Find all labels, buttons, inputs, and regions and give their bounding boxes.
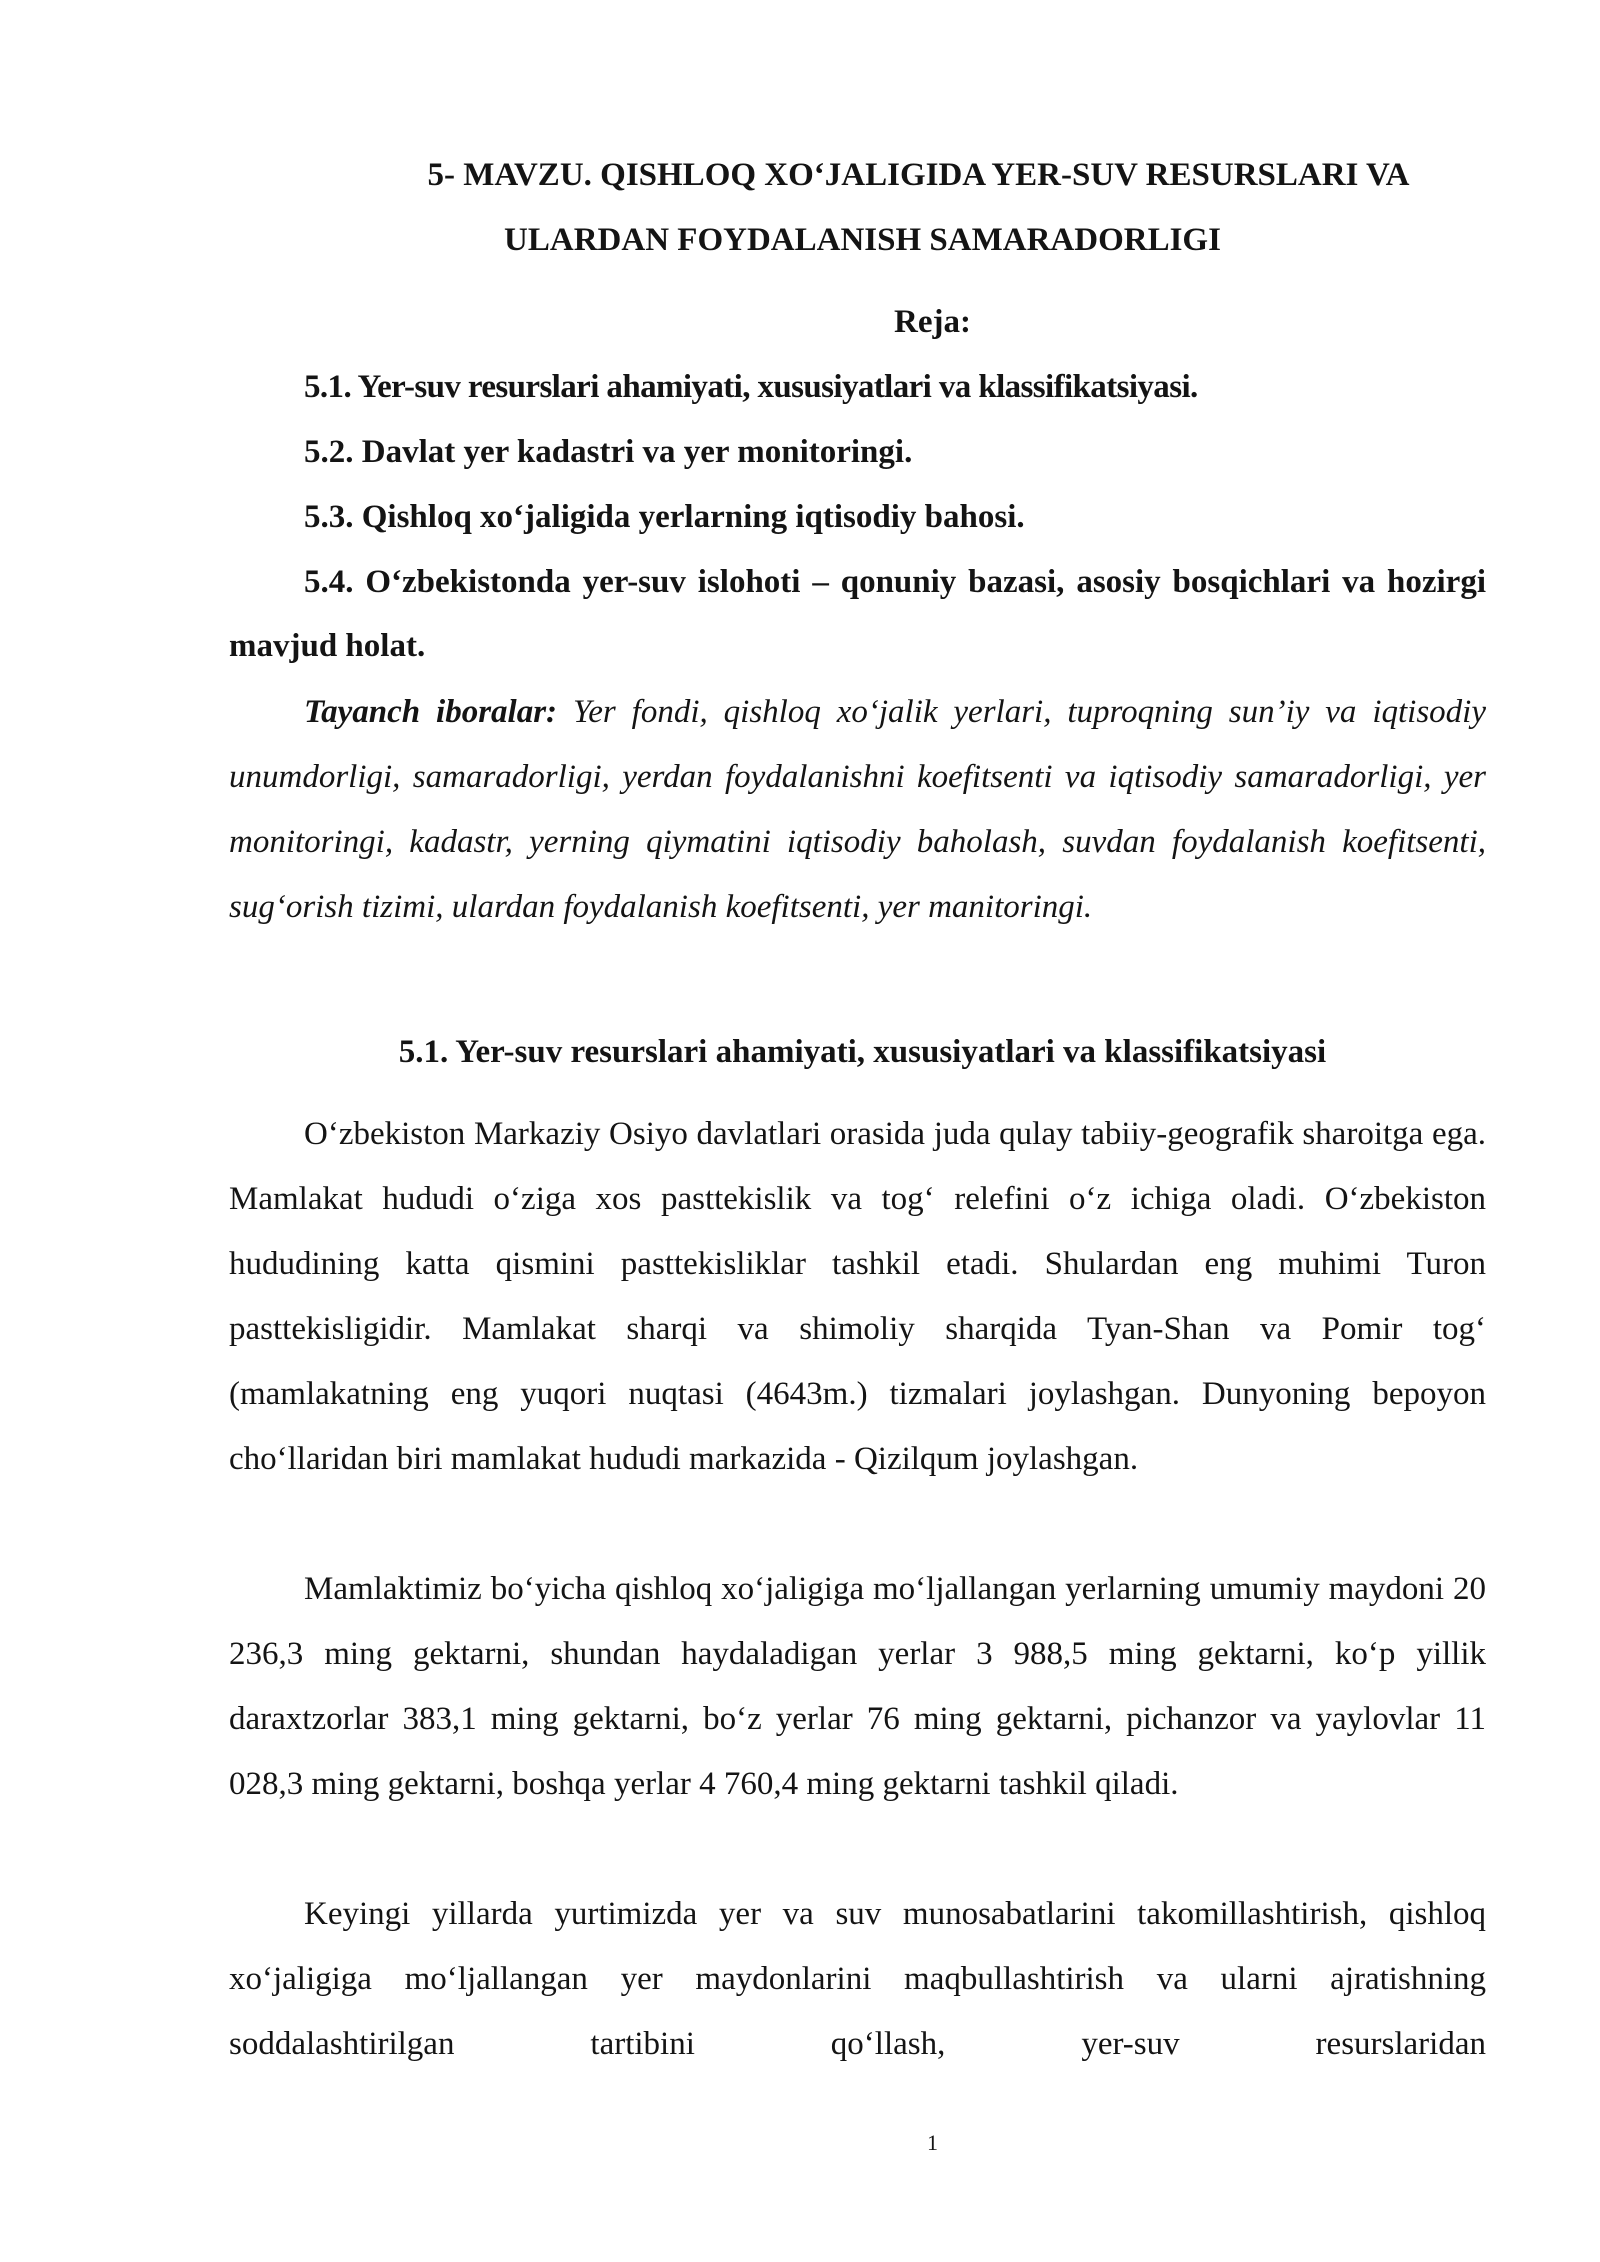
page-number: 1 xyxy=(927,2130,938,2155)
keywords-text: Yer fondi, qishloq xo‘jalik yerlari, tuproqning sun’iy va iqtisodiy unumdorligi, samaradorligi, yerdan foydalanishni koefitsenti va iqtisodiy samaradorligi, yer monitoringi, kadastr, yerning qiymatini iqtisodiy baholash, suvdan foydalanish koefitsenti, sug‘orish tizimi, ulardan foydalanish koefitsenti, yer manitoringi. xyxy=(229,694,1486,925)
paragraph-3: Keyingi yillarda yurtimizda yer va suv munosabatlarini takomillashtirish, qishloq xo‘jaligiga mo‘ljallangan yer maydonlarini maqbullashtirish va ularni ajratishning soddalashtirilgan tartibini qo‘llash, yer-suv resurslaridan xyxy=(229,1896,1486,2062)
paragraph-2: Mamlaktimiz bo‘yicha qishloq xo‘jaligiga mo‘ljallangan yerlarning umumiy maydoni 20 236,3 ming gektarni, shundan haydaladigan yerlar 3 988,5 ming gektarni, ko‘p yillik daraxtzorlar 383,1 ming gektarni, bo‘z yerlar 76 ming gektarni, pichanzor va yaylovlar 11 028,3 ming gektarni, boshqa yerlar 4 760,4 ming gektarni tashkil qiladi. xyxy=(229,1571,1486,1802)
plan-item-3: 5.3. Qishloq xo‘jaligida yerlarning iqtisodiy bahosi. xyxy=(304,499,1025,535)
plan-item-1: 5.1. Yer-suv resurslari ahamiyati, xususiyatlari va klassifikatsiyasi. xyxy=(304,369,1198,405)
document-title-line-1: 5- MAVZU. QISHLOQ XO‘JALIGIDA YER-SUV RESURSLARI VA xyxy=(427,157,1410,193)
plan-item-2: 5.2. Davlat yer kadastri va yer monitoringi. xyxy=(304,434,913,470)
keywords-label: Tayanch iboralar: xyxy=(304,694,558,730)
section-title: 5.1. Yer-suv resurslari ahamiyati, xususiyatlari va klassifikatsiyasi xyxy=(398,1034,1327,1070)
document-title-line-2: ULARDAN FOYDALANISH SAMARADORLIGI xyxy=(504,222,1221,258)
keywords-paragraph xyxy=(229,680,1486,940)
paragraph-1: O‘zbekiston Markaziy Osiyo davlatlari orasida juda qulay tabiiy-geografik sharoitga ega. Mamlakat hududi o‘ziga xos pasttekislik va tog‘ relefini o‘z ichiga oladi. O‘zbekiston hududining katta qismini pasttekisliklar tashkil etadi. Shulardan eng muhimi Turon pasttekisligidir. Mamlakat sharqi va shimoliy sharqida Tyan-Shan va Pomir tog‘ (mamlakatning eng yuqori nuqtasi (4643m.) tizmalari joylashgan. Dunyoning bepoyon cho‘llaridan biri mamlakat hududi markazida - Qizilqum joylashgan. xyxy=(229,1116,1486,1477)
plan-heading: Reja: xyxy=(894,304,971,340)
plan-item-4: 5.4. O‘zbekistonda yer-suv islohoti – qonuniy bazasi, asosiy bosqichlari va hozirgi mavjud holat. xyxy=(229,564,1486,664)
